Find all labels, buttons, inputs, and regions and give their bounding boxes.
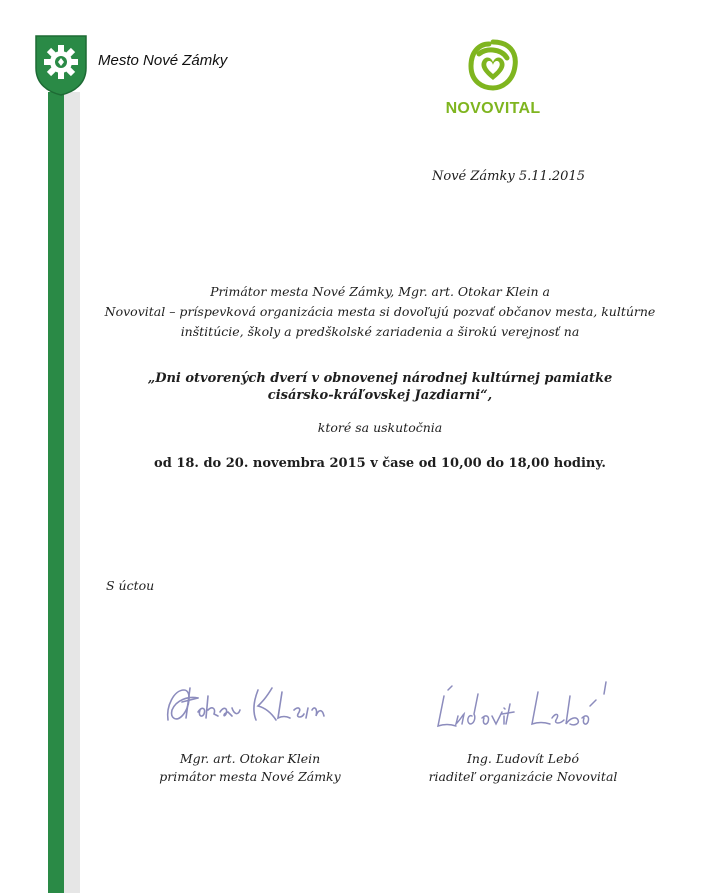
signer-lebo: [420, 750, 626, 786]
closing-regards: S úctou: [106, 578, 155, 593]
intro-line-2: Novovital – príspevková organizácia mesta si dovoľujú pozvať občanov mesta, kultúrne: [104, 304, 656, 319]
signer-klein-name: Mgr. art. Otokar Klein: [179, 751, 321, 766]
signature-klein: [162, 676, 332, 726]
novovital-logo: [443, 38, 543, 122]
city-name: Mesto Nové Zámky: [98, 52, 228, 69]
signer-lebo-title: riaditeľ organizácie Novovital: [428, 769, 618, 784]
green-side-stripe: [48, 92, 64, 893]
city-crest-icon: [34, 34, 88, 96]
signer-klein-title: primátor mesta Nové Zámky: [159, 769, 341, 784]
letter-date: Nové Zámky 5.11.2015: [432, 169, 585, 184]
intro-line-3: inštitúcie, školy a predškolské zariadenia a širokú verejnosť na: [180, 324, 580, 339]
signer-lebo-name: Ing. Ľudovít Lebó: [466, 751, 580, 766]
event-title-line-2: cisársko-kráľovskej Jazdiarni“,: [267, 388, 493, 403]
gray-side-stripe: [64, 92, 80, 893]
event-title-line-1: „Dni otvorených dverí v obnovenej národnej kultúrnej pamiatke: [147, 371, 613, 386]
novovital-rose-logo-icon: [465, 38, 521, 92]
intro-line-1: Primátor mesta Nové Zámky, Mgr. art. Otokar Klein a: [210, 284, 550, 299]
event-dates: od 18. do 20. novembra 2015 v čase od 10,00 do 18,00 hodiny.: [154, 456, 606, 471]
signature-lebo: [434, 676, 620, 732]
which-take-place: ktoré sa uskutočnia: [317, 420, 443, 435]
signer-klein: [150, 750, 350, 786]
novovital-logo-text: NOVOVITAL: [445, 100, 541, 117]
